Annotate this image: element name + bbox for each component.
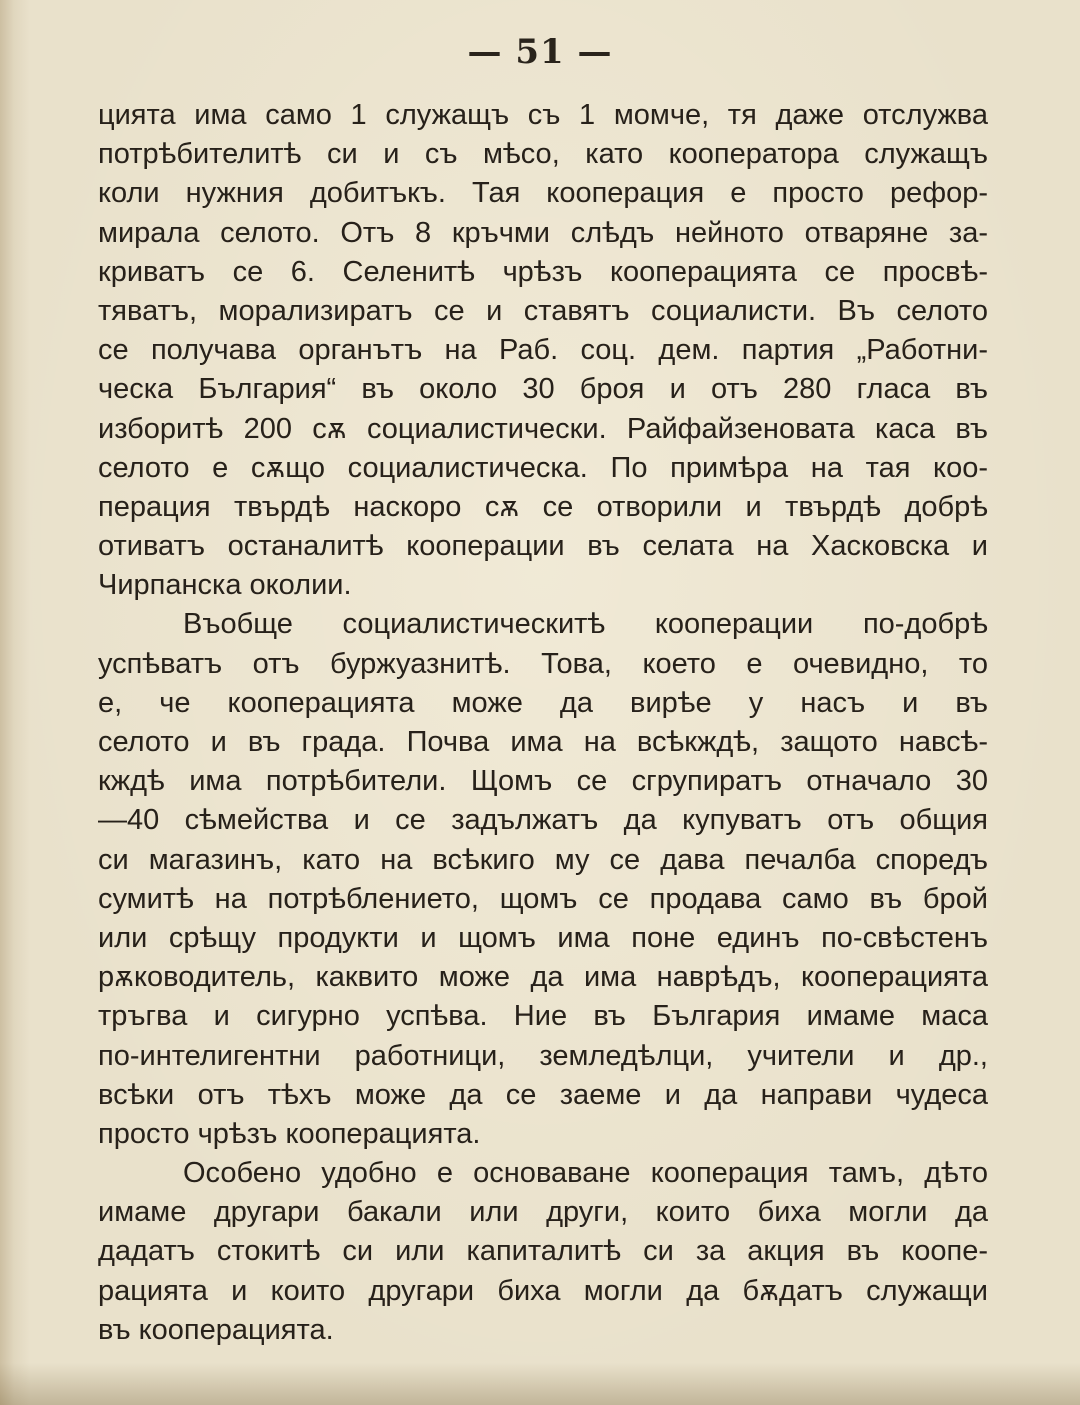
text-line: селото е сѫщо социалистическа. По примѣра на тая коо- — [98, 451, 988, 484]
text-line: Въобще социалистическитѣ кооперации по-добрѣ — [183, 608, 988, 641]
text-line: цията има само 1 служащъ съ 1 момче, тя даже отслужва — [98, 99, 988, 131]
text-line: мирала селото. Отъ 8 кръчми слѣдъ нейното отваряне за- — [98, 216, 988, 249]
text-line: сумитѣ на потрѣблението, щомъ се продава само въ брой — [98, 882, 988, 915]
text-line: —40 сѣмейства и се задължатъ да купуватъ отъ общия — [98, 804, 988, 837]
text-line: отиватъ останалитѣ кооперации въ селата на Хасковска и — [98, 530, 988, 563]
text-line: си магазинъ, като на всѣкиго му се дава печалба споредъ — [98, 843, 988, 876]
text-line: просто чрѣзъ кооперацията. — [98, 1117, 481, 1150]
text-line: въ кооперацията. — [98, 1313, 334, 1346]
paragraph-1 — [98, 96, 988, 605]
text-line: селото и въ града. Почва има на всѣкждѣ, защото навсѣ- — [98, 726, 988, 758]
text-line: Чирпанска околии. — [98, 569, 352, 602]
text-line: тръгва и сигурно успѣва. Ние въ България имаме маса — [98, 1000, 988, 1033]
text-line: рацията и които другари биха могли да бѫдатъ служащи — [98, 1274, 988, 1307]
text-line: е, че кооперацията може да вирѣе у насъ и въ — [98, 686, 988, 719]
paragraph-2 — [98, 605, 988, 1154]
text-line: изборитѣ 200 сѫ социалистически. Райфайзеновата каса въ — [98, 412, 988, 445]
text-line: ческа България“ въ около 30 броя и отъ 280 гласа въ — [98, 373, 988, 406]
text-line: успѣватъ отъ буржуазнитѣ. Това, което е очевидно, то — [98, 647, 988, 680]
body-text — [98, 96, 988, 1350]
text-line: кждѣ има потрѣбители. Щомъ се сгрупиратъ отначало 30 — [98, 765, 988, 798]
page-number: — 51 — — [467, 32, 613, 72]
text-line: тяватъ, морализиратъ се и ставятъ социалисти. Въ селото — [98, 294, 988, 327]
text-line: или срѣщу продукти и щомъ има поне единъ по-свѣстенъ — [98, 921, 988, 954]
text-line: дадатъ стокитѣ си или капиталитѣ си за акция въ коопе- — [98, 1235, 988, 1268]
text-line: се получава органътъ на Раб. соц. дем. партия „Работни- — [98, 334, 988, 367]
text-line: криватъ се 6. Селенитѣ чрѣзъ кооперацията се просвѣ- — [98, 255, 988, 288]
text-line: имаме другари бакали или други, които биха могли да — [98, 1196, 988, 1229]
text-line: коли нужния добитъкъ. Тая кооперация е просто рефор- — [98, 177, 988, 210]
text-line: перация твърдѣ наскоро сѫ се отворили и твърдѣ добрѣ — [98, 490, 988, 523]
text-line: рѫководитель, каквито може да има наврѣдъ, кооперацията — [98, 961, 988, 994]
text-line: потрѣбителитѣ си и съ мѣсо, като кооператора служащъ — [98, 138, 988, 171]
text-line: всѣки отъ тѣхъ може да се заеме и да направи чудеса — [98, 1078, 988, 1111]
text-line: по-интелигентни работници, земледѣлци, учители и др., — [98, 1039, 988, 1072]
paragraph-3 — [98, 1154, 988, 1350]
text-line: Особено удобно е основаване кооперация тамъ, дѣто — [183, 1157, 988, 1190]
